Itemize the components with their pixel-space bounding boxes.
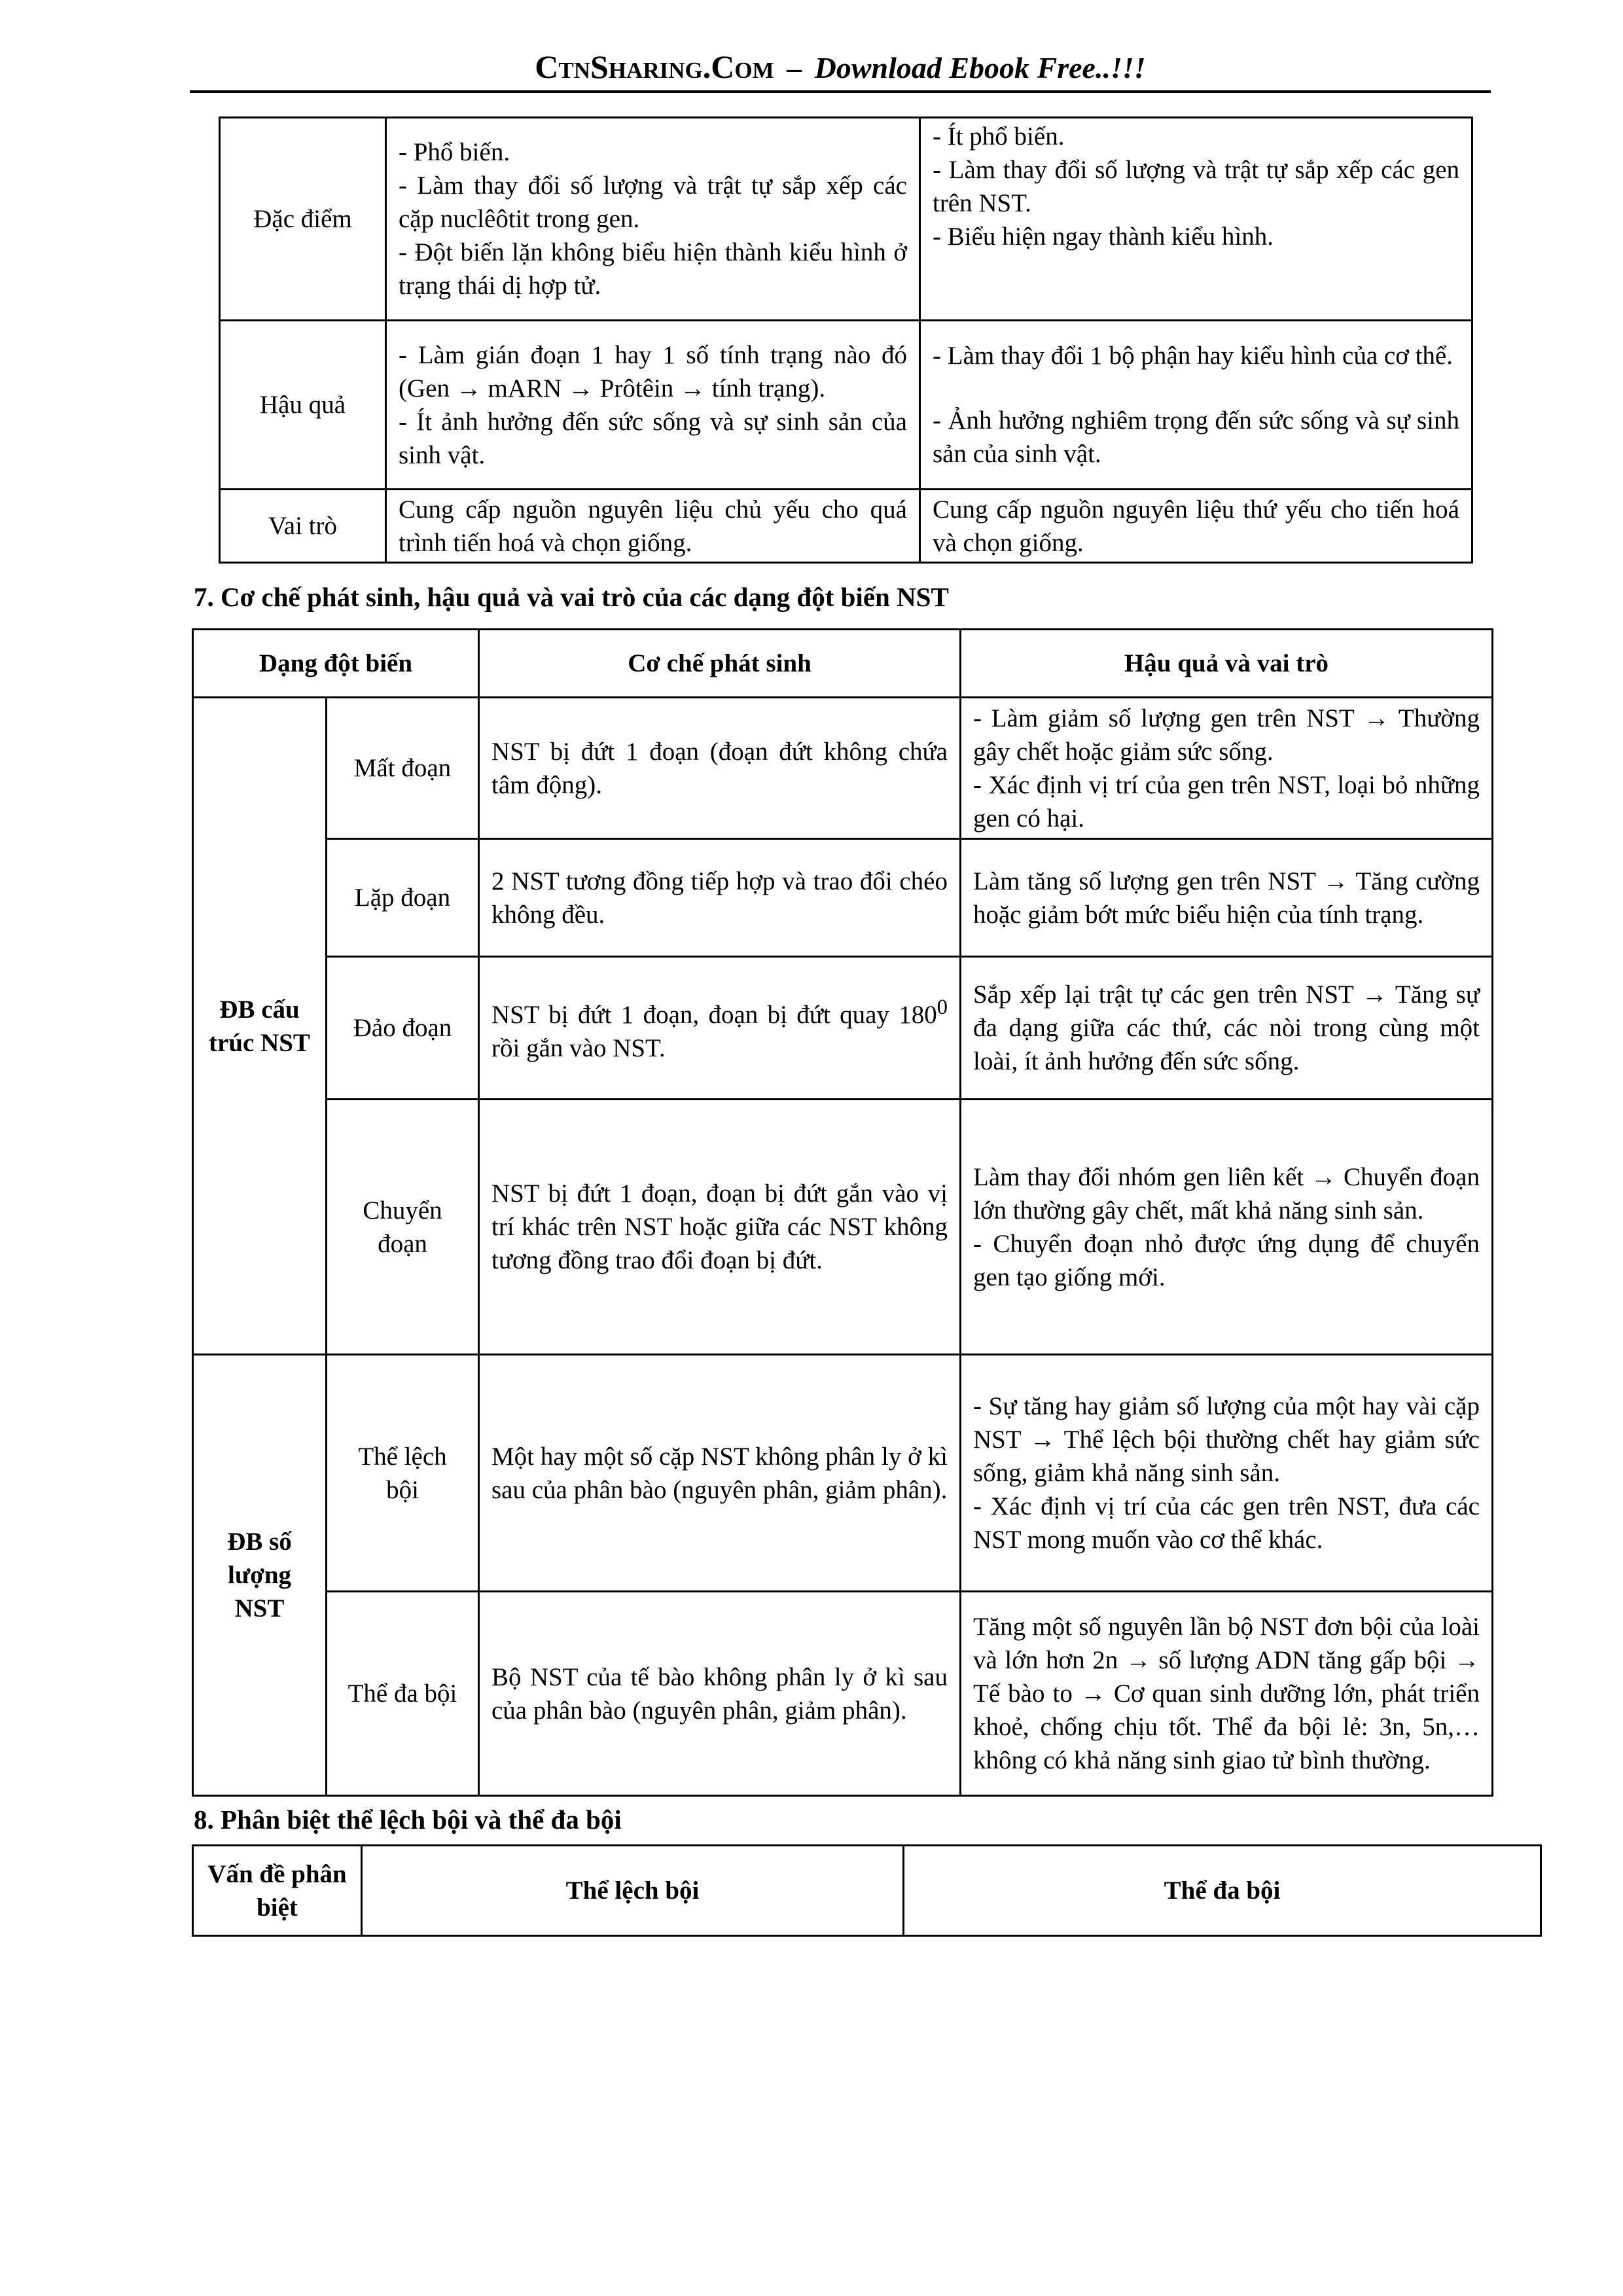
cell-line: - Đột biến lặn không biểu hiện thành kiểu hình ở trạng thái dị hợp tử. xyxy=(399,238,907,300)
chromosome-mutation-table xyxy=(192,628,1493,1797)
site-brand: CtnSharing.Com xyxy=(535,48,774,85)
row-label: Đặc điểm xyxy=(220,118,386,321)
group-label: ĐB số lượng NST xyxy=(193,1355,327,1796)
effect-cell xyxy=(961,957,1493,1100)
mechanism-cell: NST bị đứt 1 đoạn, đoạn bị đứt gắn vào vị trí khác trên NST hoặc giữa các NST không tương đồng trao đổi đoạn bị đứt. xyxy=(479,1100,961,1355)
table-row xyxy=(220,321,1472,490)
mutation-type: Chuyển đoạn xyxy=(327,1100,479,1355)
mechanism-cell: Một hay một số cặp NST không phân ly ở kì sau của phân bào (nguyên phân, giảm phân). xyxy=(479,1355,961,1592)
mutation-type: Đảo đoạn xyxy=(327,957,479,1100)
mechanism-cell: Bộ NST của tế bào không phân ly ở kì sau của phân bào (nguyên phân, giảm phân). xyxy=(479,1592,961,1796)
cell-line: Tăng một số nguyên lần bộ NST đơn bội của loài và lớn hơn 2n → số lượng ADN tăng gấp bội → Tế bào to → Cơ quan sinh dưỡng lớn, phát triển khoẻ, chống chịu tốt. Thể đa bội lẻ: 3n, 5n,…không có khả năng sinh giao tử bình thường. xyxy=(973,1613,1480,1774)
row-label: Vai trò xyxy=(220,490,386,563)
effect-cell xyxy=(961,839,1493,957)
page-header xyxy=(190,47,1491,88)
gene-mutation-cell xyxy=(386,118,920,321)
mechanism-cell: 2 NST tương đồng tiếp hợp và trao đổi chéo không đều. xyxy=(479,839,961,957)
mechanism-text: rồi gắn vào NST. xyxy=(491,1034,666,1062)
effect-cell xyxy=(961,1355,1493,1592)
cell-line: - Ít ảnh hưởng đến sức sống và sự sinh sản của sinh vật. xyxy=(399,407,907,469)
mutation-type: Thể lệch bội xyxy=(327,1355,479,1592)
mutation-comparison-table xyxy=(219,117,1473,564)
chromosome-mutation-cell xyxy=(920,118,1472,321)
gene-mutation-cell xyxy=(386,490,920,563)
table-row xyxy=(193,698,1493,839)
column-header: Thể đa bội xyxy=(904,1846,1541,1936)
cell-line: - Ảnh hưởng nghiêm trọng đến sức sống và sự sinh sản của sinh vật. xyxy=(933,406,1459,468)
degree-superscript: 0 xyxy=(936,996,948,1019)
table-header-row xyxy=(193,1846,1541,1936)
cell-line: - Chuyển đoạn nhỏ được ứng dụng để chuyển gen tạo giống mới. xyxy=(973,1229,1480,1291)
table-row xyxy=(193,957,1493,1100)
ploidy-comparison-table xyxy=(192,1844,1542,1937)
column-header: Vấn đề phân biệt xyxy=(193,1846,362,1936)
table-row xyxy=(193,839,1493,957)
column-header: Cơ chế phát sinh xyxy=(479,630,961,698)
effect-cell xyxy=(961,1100,1493,1355)
chromosome-mutation-cell xyxy=(920,490,1472,563)
cell-line: - Làm thay đổi số lượng và trật tự sắp xếp các cặp nuclêôtit trong gen. xyxy=(399,171,907,233)
table-row xyxy=(193,1592,1493,1796)
cell-line: - Xác định vị trí của gen trên NST, loại bỏ những gen có hại. xyxy=(973,770,1480,833)
cell-line: Làm tăng số lượng gen trên NST → Tăng cường hoặc giảm bớt mức biểu hiện của tính trạng. xyxy=(973,867,1480,929)
group-label: ĐB cấu trúc NST xyxy=(193,698,327,1355)
effect-cell xyxy=(961,698,1493,839)
cell-line: - Sự tăng hay giảm số lượng của một hay vài cặp NST → Thể lệch bội thường chết hay giảm sức sống, giảm khả năng sinh sản. xyxy=(973,1392,1480,1487)
cell-line: - Làm thay đổi số lượng và trật tự sắp xếp các gen trên NST. xyxy=(933,156,1459,217)
cell-line: Sắp xếp lại trật tự các gen trên NST → Tăng sự đa dạng giữa các thứ, các nòi trong cùng một loài, ít ảnh hưởng đến sức sống. xyxy=(973,980,1480,1075)
column-header: Thể lệch bội xyxy=(362,1846,904,1936)
mutation-type: Mất đoạn xyxy=(327,698,479,839)
mechanism-cell: NST bị đứt 1 đoạn (đoạn đứt không chứa tâm động). xyxy=(479,698,961,839)
section-8-title: 8. Phân biệt thể lệch bội và thể đa bội xyxy=(194,1804,622,1835)
table-row xyxy=(193,1355,1493,1592)
mechanism-cell xyxy=(479,957,961,1100)
cell-line: - Làm gián đoạn 1 hay 1 số tính trạng nào đó (Gen → mARN → Prôtêin → tính trạng). xyxy=(399,340,907,403)
mutation-type: Thể đa bội xyxy=(327,1592,479,1796)
site-tagline: Download Ebook Free..!!! xyxy=(814,51,1146,84)
cell-line: - Phổ biến. xyxy=(399,138,510,166)
section-7-title: 7. Cơ chế phát sinh, hậu quả và vai trò của các dạng đột biến NST xyxy=(194,582,949,612)
cell-line: - Làm thay đổi 1 bộ phận hay kiểu hình của cơ thể. xyxy=(933,342,1453,370)
table-header-row xyxy=(193,630,1493,698)
gene-mutation-cell xyxy=(386,321,920,490)
cell-line: - Ít phổ biến. xyxy=(933,122,1065,151)
mechanism-text: NST bị đứt 1 đoạn, đoạn bị đứt quay 180 xyxy=(491,1001,937,1029)
row-label: Hậu quả xyxy=(220,321,386,490)
chromosome-mutation-cell xyxy=(920,321,1472,490)
table-row xyxy=(220,490,1472,563)
cell-line: - Làm giảm số lượng gen trên NST → Thường gây chết hoặc giảm sức sống. xyxy=(973,704,1480,766)
cell-line: Cung cấp nguồn nguyên liệu thứ yếu cho tiến hoá và chọn giống. xyxy=(933,495,1459,557)
header-separator: – xyxy=(787,51,802,84)
cell-line: Cung cấp nguồn nguyên liệu chủ yếu cho quá trình tiến hoá và chọn giống. xyxy=(399,495,907,557)
cell-line: - Xác định vị trí của các gen trên NST, đưa các NST mong muốn vào cơ thể khác. xyxy=(973,1492,1480,1554)
column-header: Hậu quả và vai trò xyxy=(961,630,1493,698)
cell-line: Làm thay đổi nhóm gen liên kết → Chuyển đoạn lớn thường gây chết, mất khả năng sinh sản. xyxy=(973,1162,1480,1225)
table-row xyxy=(220,118,1472,321)
table-row xyxy=(193,1100,1493,1355)
cell-line: - Biểu hiện ngay thành kiểu hình. xyxy=(933,223,1274,251)
mutation-type: Lặp đoạn xyxy=(327,839,479,957)
header-rule xyxy=(190,90,1491,93)
effect-cell xyxy=(961,1592,1493,1796)
column-header: Dạng đột biến xyxy=(193,630,479,698)
